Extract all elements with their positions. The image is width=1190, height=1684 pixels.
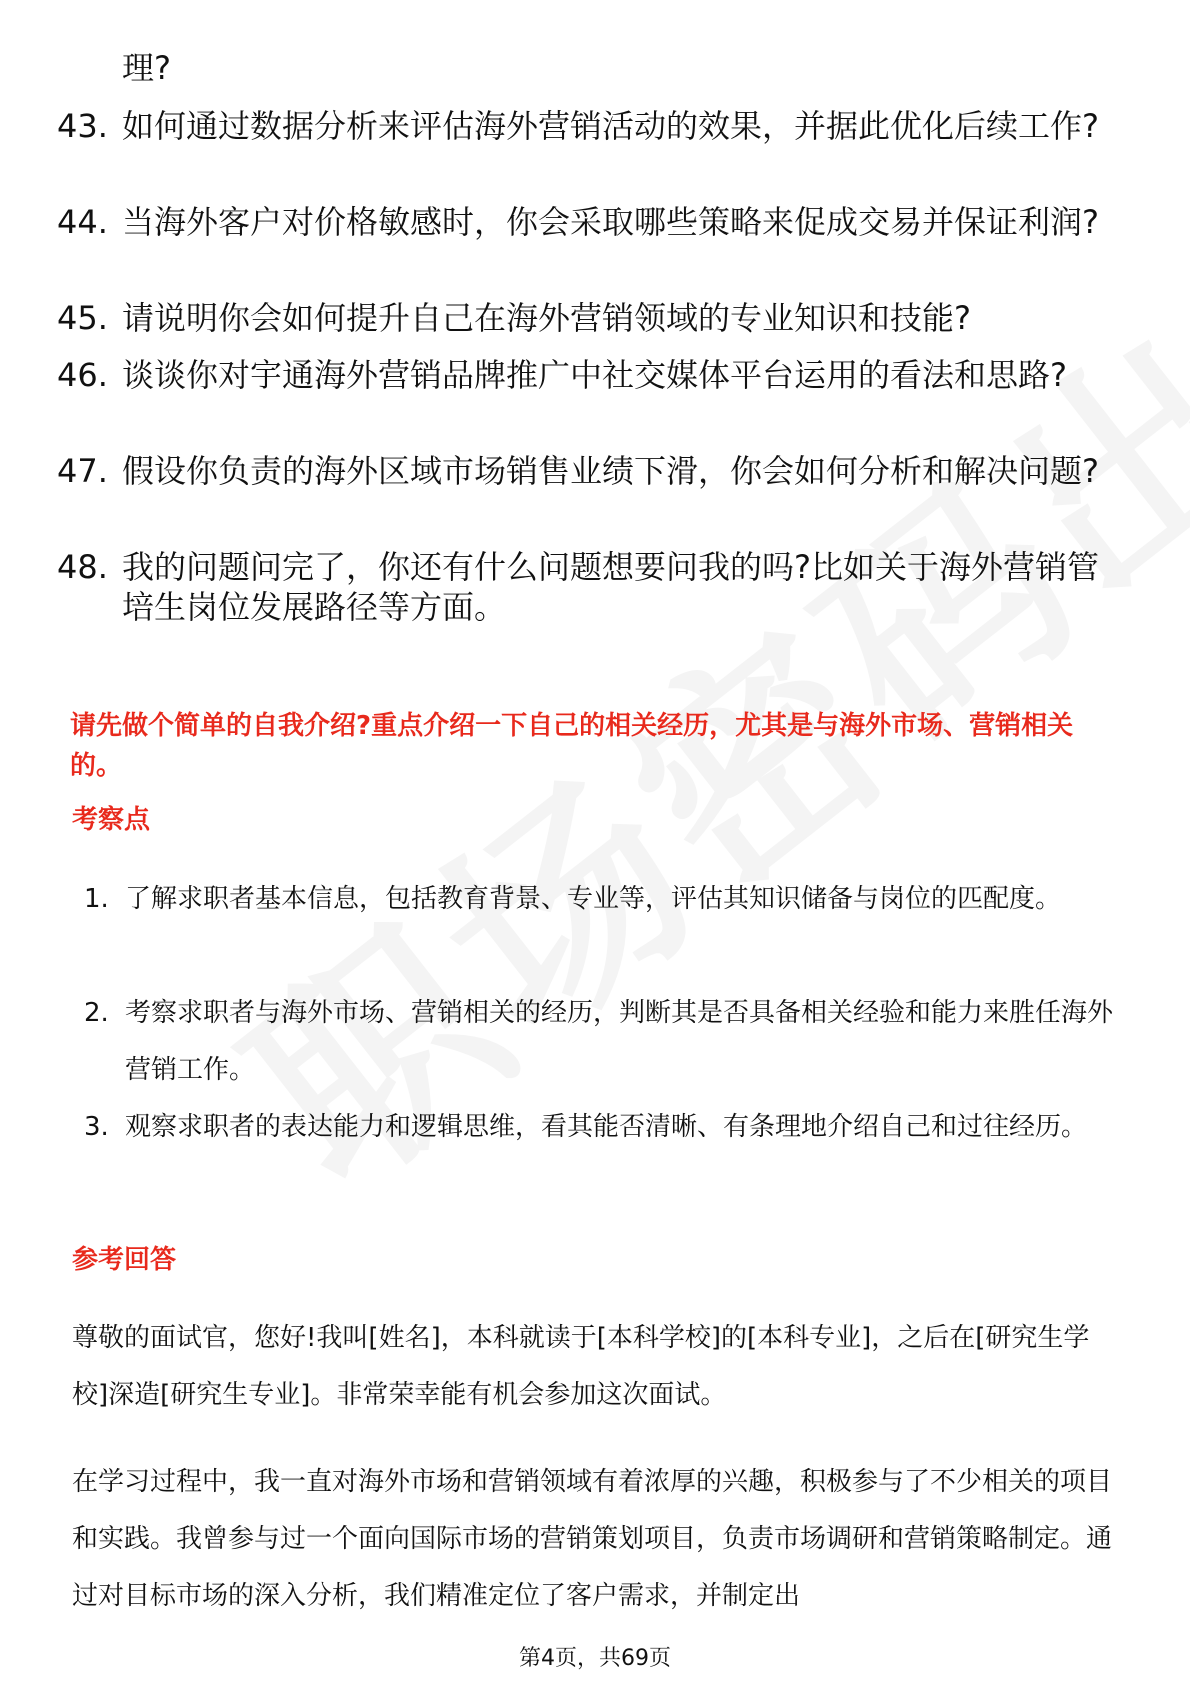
question-text: 请说明你会如何提升自己在海外营销领域的专业知识和技能?	[122, 299, 971, 337]
point-text: 了解求职者基本信息，包括教育背景、专业等，评估其知识储备与岗位的匹配度。	[125, 884, 1062, 914]
question-item	[57, 48, 1127, 88]
reference-paragraph: 在学习过程中，我一直对海外市场和营销领域有着浓厚的兴趣，积极参与了不少相关的项目和实践。我曾参与过一个面向国际市场的营销策划项目，负责市场调研和营销策略制定。通过对目标市场的深入分析，我们精准定位了客户需求，并制定出	[72, 1467, 1113, 1611]
question-text: 当海外客户对价格敏感时，你会采取哪些策略来促成交易并保证利润?	[122, 203, 1099, 241]
question-number: 44.	[57, 203, 108, 241]
question-item	[57, 355, 1127, 395]
question-item	[57, 202, 1127, 242]
question-number: 45.	[57, 299, 108, 337]
question-text: 我的问题问完了，你还有什么问题想要问我的吗?比如关于海外营销管培生岗位发展路径等方面。	[122, 548, 1099, 626]
point-number: 1.	[84, 884, 109, 914]
question-number: 43.	[57, 107, 108, 145]
question-text: 理?	[122, 49, 171, 87]
question-text: 假设你负责的海外区域市场销售业绩下滑，你会如何分析和解决问题?	[122, 452, 1099, 490]
highlight-question: 请先做个简单的自我介绍?重点介绍一下自己的相关经历，尤其是与海外市场、营销相关的。	[70, 711, 1074, 781]
question-text: 如何通过数据分析来评估海外营销活动的效果，并据此优化后续工作?	[122, 107, 1099, 145]
question-number: 46.	[57, 356, 108, 394]
point-text: 考察求职者与海外市场、营销相关的经历，判断其是否具备相关经验和能力来胜任海外营销工作。	[125, 998, 1114, 1085]
point-number: 2.	[84, 998, 109, 1028]
question-number: 48.	[57, 548, 108, 586]
question-item	[57, 106, 1127, 146]
point-number: 3.	[84, 1112, 109, 1142]
question-text: 谈谈你对宇通海外营销品牌推广中社交媒体平台运用的看法和思路?	[122, 356, 1067, 394]
assessment-point	[84, 1099, 1124, 1156]
assessment-point	[84, 985, 1124, 1099]
page-footer: 第4页，共69页	[519, 1646, 671, 1671]
question-item	[57, 547, 1127, 627]
assessment-heading: 考察点	[72, 805, 151, 835]
point-text: 观察求职者的表达能力和逻辑思维，看其能否清晰、有条理地介绍自己和过往经历。	[125, 1112, 1088, 1142]
reference-paragraph: 尊敬的面试官，您好!我叫[姓名]，本科就读于[本科学校]的[本科专业]，之后在[研究生学校]深造[研究生专业]。非常荣幸能有机会参加这次面试。	[72, 1323, 1090, 1410]
reference-heading: 参考回答	[72, 1245, 177, 1275]
question-item	[57, 451, 1127, 491]
question-number: 47.	[57, 452, 108, 490]
question-number	[57, 48, 122, 88]
assessment-point	[84, 871, 1124, 928]
question-item	[57, 298, 1127, 338]
